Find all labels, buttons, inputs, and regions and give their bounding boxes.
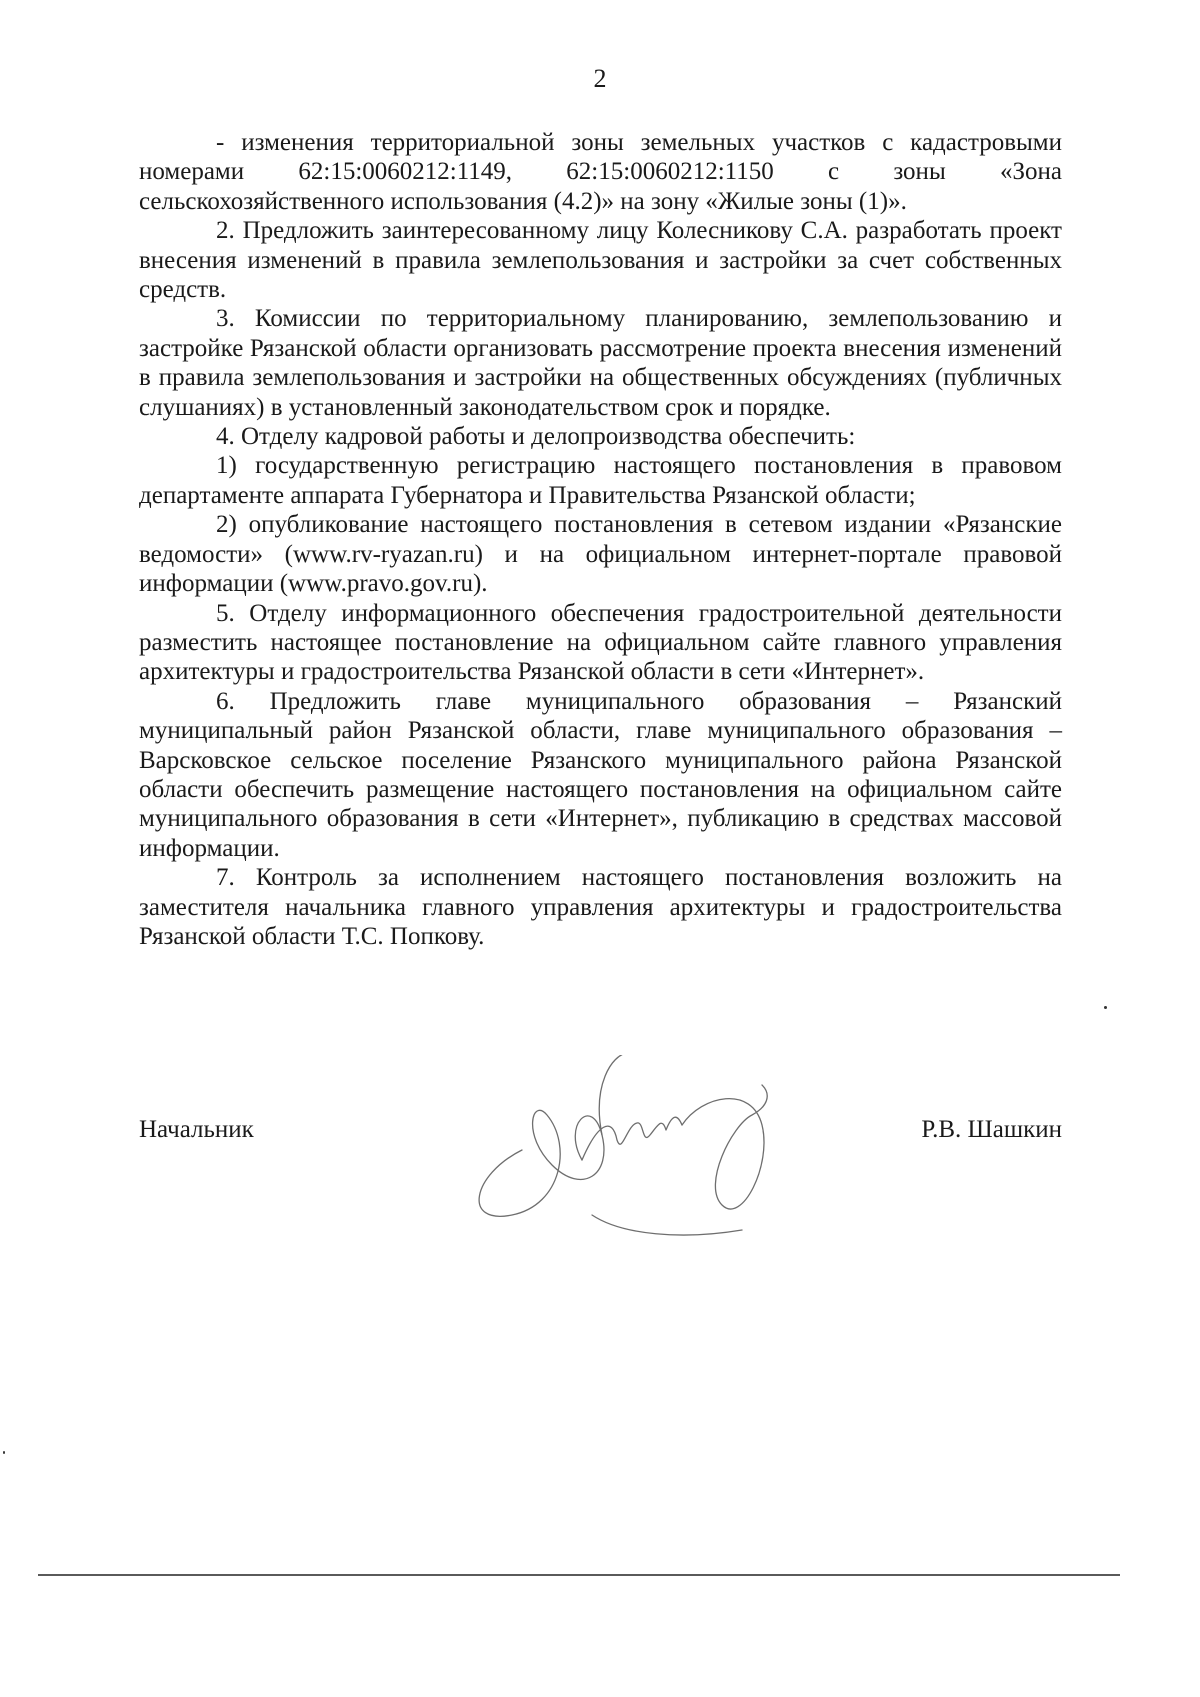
paragraph-item-5: 5. Отделу информационного обеспечения градостроительной деятельности разместить настоящее постановление на официальном сайте главного управления архитектуры и градостроительства Рязанской области в сети «Интернет». xyxy=(139,599,1062,686)
paragraph-item-4-2: 2) опубликование настоящего постановления в сетевом издании «Рязанские ведомости» (www.rv-ryazan.ru) и на официальном интернет-портале правовой информации (www.pravo.gov.ru). xyxy=(139,511,1062,598)
scan-speck xyxy=(3,1451,5,1454)
paragraph-item-4-1: 1) государственную регистрацию настоящего постановления в правовом департаменте аппарата Губернатора и Правительства Рязанской области; xyxy=(139,452,1062,509)
paragraph-item-2: 2. Предложить заинтересованному лицу Колесникову С.А. разработать проект внесения изменений в правила землепользования и застройки за счет собственных средств. xyxy=(139,217,1062,304)
paragraph-item-4: 4. Отделу кадровой работы и делопроизводства обеспечить: xyxy=(216,423,856,451)
page-number: 2 xyxy=(593,64,607,93)
signer-name: Р.В. Шашкин xyxy=(921,1116,1062,1143)
scan-speck xyxy=(1104,1006,1107,1009)
paragraph-item-6: 6. Предложить главе муниципального образования – Рязанский муниципальный район Рязанской области, главе муниципального образования – Варсковское сельское поселение Рязанского муниципального района Рязанской области обеспечить размещение настоящего постановления на официальном сайте муниципального образования в сети «Интернет», публикацию в средствах массовой информации. xyxy=(139,687,1062,862)
paragraph-zone-change: - изменения территориальной зоны земельных участков с кадастровыми номерами 62:15:0060212:1149, 62:15:0060212:1150 с зоны «Зона сельскохозяйственного использования (4.2)» на зону «Жилые зоны (1)». xyxy=(139,129,1062,215)
handwritten-signature xyxy=(452,1055,812,1245)
paragraph-item-3: 3. Комиссии по территориальному планированию, землепользованию и застройке Рязанской области организовать рассмотрение проекта внесения изменений в правила землепользования и застройки на общественных обсуждениях (публичных слушаниях) в установленный законодательством срок и порядке. xyxy=(139,305,1062,421)
paragraph-item-7: 7. Контроль за исполнением настоящего постановления возложить на заместителя начальника главного управления архитектуры и градостроительства Рязанской области Т.С. Попкову. xyxy=(139,864,1062,950)
document-body xyxy=(139,128,1062,951)
signer-title: Начальник xyxy=(139,1116,254,1143)
scan-edge-line xyxy=(38,1574,1120,1576)
